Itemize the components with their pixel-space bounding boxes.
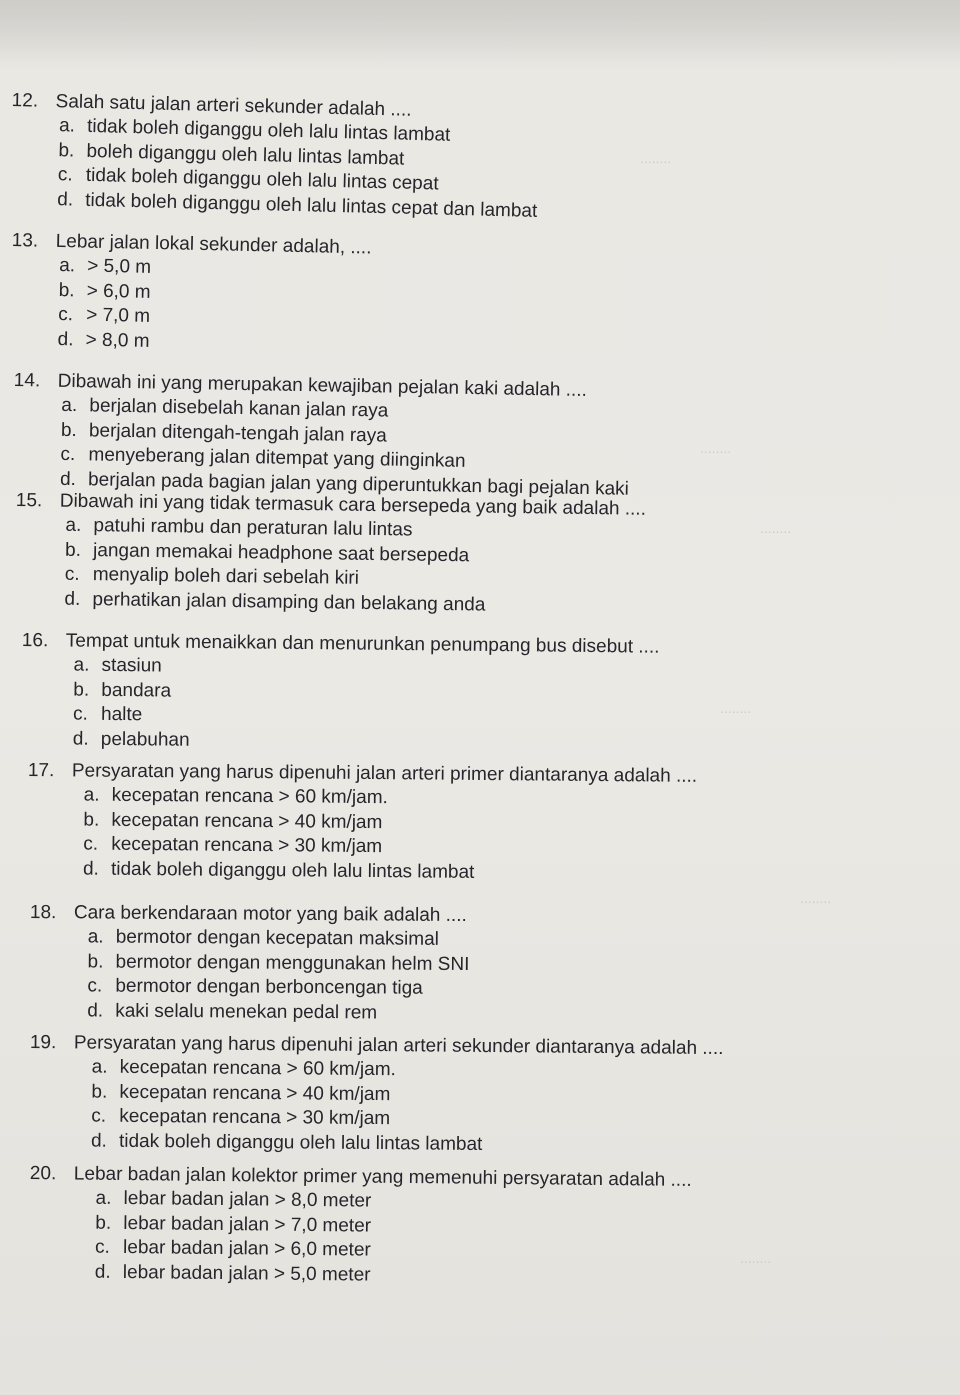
option-letter: d.	[90, 1130, 107, 1152]
option-letter: d.	[87, 999, 104, 1022]
paper-sheet: ........ ........ ........ ........ ........ ........ 12. Salah satu jalan arteri sekunder adalah .... a. tidak boleh diganggu oleh lalu lintas lambat b. boleh diganggu oleh lalu lintas lambat c. tidak boleh diganggu oleh lalu lintas cepat d. tidak boleh diganggu oleh lalu lintas cepat dan lambat 13. Lebar jalan lokal sekunder adalah, .... a. > 5,0 m b. > 6,0 m c. > 7,0 m d. > 8,0 m 14. Dibawah ini yang merupakan kewajiban pejalan kaki adalah .... a. berjalan disebelah kanan jalan raya b. berjalan ditengah-tengah jalan raya c. menyeberang jalan ditempat yang diinginkan d. berjalan pada bagian jalan yang diperuntukkan bagi pejalan kaki 15. Dibawah ini yang tidak termasuk cara bersepeda yang baik adalah .... a. patuhi rambu dan peraturan lalu lintas b. jangan memakai headphone saat bersepeda c. menyalip boleh dari sebelah kiri d. perhatikan jalan disamping dan belakang anda 16. Tempat untuk menaikkan dan menurunkan penumpang bus disebut .... a. stasiun b. bandara c. halte d. pelabuhan 17. Persyaratan yang harus dipenuhi jalan arteri primer diantaranya adalah .... a. kecepatan rencana > 60 km/jam. b. kecepatan rencana > 40 km/jam c. kecepatan rencana > 30 km/jam d. tidak boleh diganggu oleh lalu lintas lambat 18. Cara berkendaraan motor yang baik adalah .... a. bermotor dengan kecepatan maksimal b. bermotor dengan menggunakan helm SNI c. bermotor dengan berboncengan tiga d. kaki selalu menekan pedal rem 19. Persyaratan yang harus dipenuhi jalan arteri sekunder diantaranya adalah .... a. kecepatan rencana > 60 km/jam. b. kecepatan rencana > 40 km/jam c. kecepatan rencana > 30 km/jam d. tidak boleh diganggu oleh lalu lintas lambat 20. Lebar badan jalan kolektor primer yang memenuhi persyaratan adalah .... a. lebar badan jalan > 8,0 meter b. lebar badan jalan > 7,0 meter c. lebar badan jalan > 6,0 meter d. lebar badan jalan > 5,0 meter	[0, 0, 960, 1395]
option-text: bermotor dengan menggunakan helm SNI	[115, 951, 470, 975]
option-letter: a.	[61, 394, 78, 417]
option-text: tidak boleh diganggu oleh lalu lintas cepat	[85, 164, 439, 195]
option-letter: d.	[64, 588, 81, 610]
question-number: 16.	[21, 629, 49, 652]
option-text: lebar badan jalan > 8,0 meter	[123, 1187, 372, 1212]
option-text: kecepatan rencana > 30 km/jam	[119, 1105, 391, 1130]
option-text: jangan memakai headphone saat bersepeda	[92, 539, 470, 566]
question-18	[29, 900, 930, 1029]
question-text: Lebar badan jalan kolektor primer yang memenuhi persyaratan adalah ....	[73, 1163, 692, 1191]
option-d	[29, 998, 929, 1029]
question-13	[9, 228, 911, 370]
option-letter: c.	[57, 164, 73, 186]
option-text: tidak boleh diganggu oleh lalu lintas lambat	[86, 115, 451, 146]
option-text: kecepatan rencana > 40 km/jam	[111, 809, 383, 833]
option-letter: c.	[94, 1236, 110, 1258]
question-number: 17.	[27, 759, 55, 782]
option-text: kecepatan rencana > 60 km/jam.	[119, 1056, 396, 1081]
option-letter: b.	[60, 419, 77, 441]
option-text: kecepatan rencana > 40 km/jam	[119, 1081, 391, 1105]
option-letter: c.	[72, 703, 88, 725]
question-text: Persyaratan yang harus dipenuhi jalan arteri sekunder diantaranya adalah ....	[73, 1032, 724, 1060]
question-12	[9, 88, 912, 233]
option-text: perhatikan jalan disamping dan belakang anda	[92, 588, 486, 616]
option-letter: d.	[59, 468, 77, 490]
question-number: 15.	[15, 489, 43, 512]
option-letter: a.	[95, 1187, 112, 1209]
option-letter: d.	[57, 328, 74, 350]
option-text: berjalan disebelah kanan jalan raya	[89, 395, 389, 422]
option-letter: c.	[91, 1105, 107, 1127]
option-letter: a.	[87, 926, 104, 948]
option-text: > 6,0 m	[86, 280, 151, 303]
question-number: 13.	[11, 229, 39, 252]
question-number: 20.	[29, 1162, 57, 1185]
option-letter: b.	[58, 139, 75, 162]
option-text: > 8,0 m	[85, 329, 150, 352]
option-text: lebar badan jalan > 7,0 meter	[123, 1212, 372, 1237]
option-text: stasiun	[101, 654, 162, 677]
option-letter: c.	[83, 833, 99, 855]
option-text: kaki selalu menekan pedal rem	[115, 1000, 378, 1023]
option-letter: a.	[73, 654, 90, 676]
option-text: > 7,0 m	[85, 304, 151, 327]
option-text: berjalan pada bagian jalan yang diperuntukkan bagi pejalan kaki	[87, 468, 630, 500]
option-letter: c.	[60, 443, 76, 466]
question-text: Tempat untuk menaikkan dan menurunkan penumpang bus disebut ....	[65, 630, 660, 658]
option-letter: b.	[91, 1081, 108, 1103]
option-text: bandara	[101, 679, 172, 702]
option-text: lebar badan jalan > 5,0 meter	[122, 1261, 371, 1286]
option-text: bermotor dengan kecepatan maksimal	[115, 926, 439, 950]
option-letter: a.	[65, 514, 82, 536]
option-text: tidak boleh diganggu oleh lalu lintas lambat	[118, 1130, 483, 1155]
option-letter: d.	[57, 188, 74, 211]
option-letter: d.	[72, 728, 89, 750]
option-text: pelabuhan	[100, 728, 190, 751]
option-letter: d.	[94, 1261, 111, 1283]
option-letter: a.	[59, 254, 76, 277]
question-text: Dibawah ini yang tidak termasuk cara bersepeda yang baik adalah ....	[59, 490, 647, 520]
option-text: tidak boleh diganggu oleh lalu lintas lambat	[110, 858, 475, 883]
option-text: halte	[100, 703, 143, 726]
option-text: berjalan ditengah-tengah jalan raya	[88, 419, 387, 447]
option-text: kecepatan rencana > 30 km/jam	[111, 833, 383, 858]
option-letter: a.	[91, 1056, 108, 1078]
top-shadow	[0, 0, 960, 70]
question-number: 19.	[29, 1032, 57, 1054]
question-number: 18.	[29, 901, 57, 924]
option-letter: b.	[73, 679, 90, 701]
question-text: Salah satu jalan arteri sekunder adalah ....	[55, 91, 412, 121]
question-text: Dibawah ini yang merupakan kewajiban pejalan kaki adalah ....	[57, 370, 588, 401]
option-text: menyalip boleh dari sebelah kiri	[92, 564, 360, 589]
option-text: patuhi rambu dan peraturan lalu lintas	[93, 515, 413, 541]
question-19	[29, 1030, 930, 1161]
option-text: tidak boleh diganggu oleh lalu lintas cepat dan lambat	[85, 189, 538, 222]
option-letter: c.	[57, 303, 74, 326]
option-letter: c.	[64, 563, 80, 585]
option-text: menyeberang jalan ditempat yang diinginkan	[88, 444, 466, 472]
option-text: boleh diganggu oleh lalu lintas lambat	[86, 140, 405, 170]
option-letter: a.	[58, 115, 76, 137]
question-14	[12, 368, 914, 507]
option-text: > 5,0 m	[86, 255, 152, 278]
option-letter: b.	[83, 808, 100, 831]
option-text: kecepatan rencana > 60 km/jam.	[111, 784, 388, 809]
option-letter: b.	[64, 539, 82, 561]
option-text: bermotor dengan berboncengan tiga	[115, 975, 423, 999]
question-17	[27, 758, 928, 889]
option-letter: a.	[83, 784, 100, 806]
question-number: 14.	[13, 369, 41, 392]
option-letter: d.	[82, 857, 99, 880]
question-16	[21, 628, 922, 760]
question-15	[14, 488, 916, 624]
question-20	[29, 1161, 930, 1293]
option-letter: c.	[87, 975, 103, 997]
question-number: 12.	[11, 89, 39, 112]
option-letter: b.	[95, 1212, 112, 1234]
question-text: Persyaratan yang harus dipenuhi jalan arteri primer diantaranya adalah ....	[71, 760, 698, 787]
option-text: lebar badan jalan > 6,0 meter	[122, 1236, 371, 1261]
option-letter: b.	[58, 279, 75, 301]
question-text: Lebar jalan lokal sekunder adalah, ....	[55, 230, 372, 259]
option-letter: b.	[87, 950, 104, 973]
question-text: Cara berkendaraan motor yang baik adalah ....	[73, 902, 467, 927]
